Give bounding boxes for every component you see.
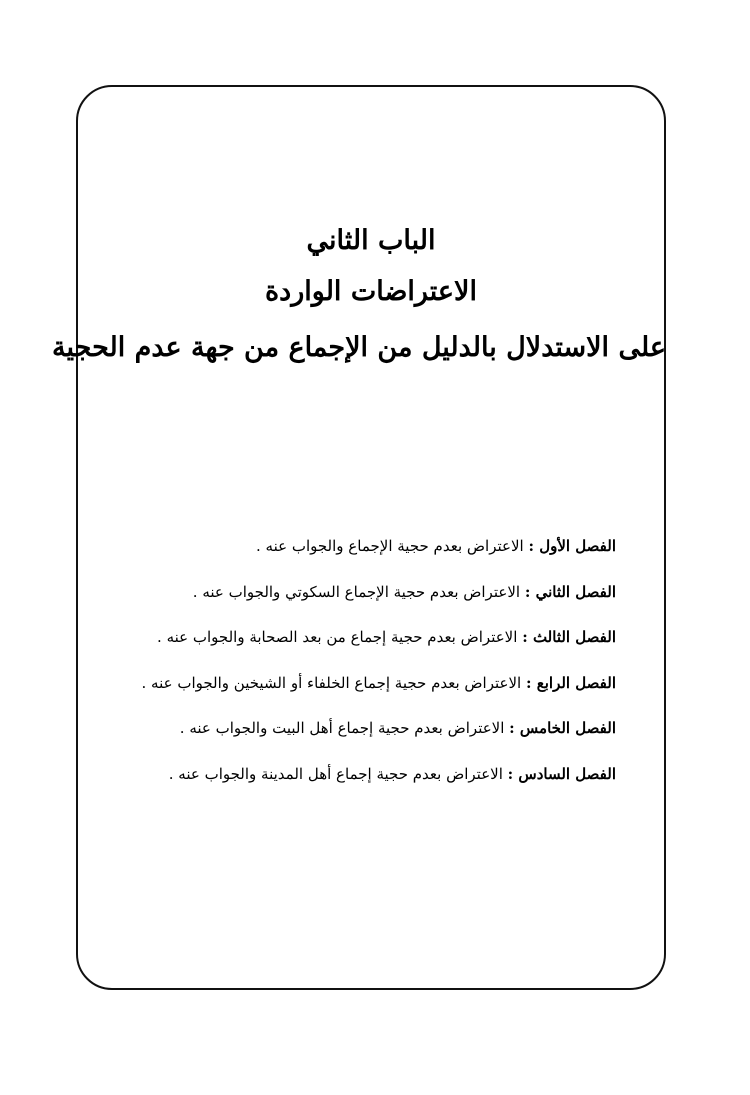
chapter-text: الاعتراض بعدم حجية إجماع الخلفاء أو الشيخين والجواب عنه . [141,673,526,692]
chapter-item-6 [96,752,616,798]
chapter-item-5 [96,706,616,752]
part-label: الباب الثاني [306,225,436,256]
chapter-item-3 [96,615,616,661]
chapter-label: الفصل الرابع : [525,673,616,692]
chapter-list [96,524,616,797]
chapter-label: الفصل الثالث : [522,628,616,646]
part-heading [52,218,666,376]
part-title: الاعتراضات الواردة [265,276,477,307]
chapter-label: الفصل الأول : [528,537,616,555]
chapter-item-4 [96,661,616,707]
chapter-text: الاعتراض بعدم حجية إجماع أهل المدينة والجواب عنه . [168,764,508,783]
chapter-text: الاعتراض بعدم حجية الإجماع والجواب عنه . [256,537,529,555]
chapter-item-1 [96,524,616,570]
chapter-label: الفصل السادس : [507,764,616,783]
chapter-label: الفصل الثاني : [524,582,616,601]
chapter-item-2 [96,570,616,616]
part-subtitle: على الاستدلال بالدليل من الإجماع من جهة عدم الحجية [52,332,666,363]
chapter-text: الاعتراض بعدم حجية إجماع من بعد الصحابة والجواب عنه . [157,628,523,646]
chapter-text: الاعتراض بعدم حجية الإجماع السكوتي والجواب عنه . [192,582,525,601]
chapter-label: الفصل الخامس : [509,719,616,737]
chapter-text: الاعتراض بعدم حجية إجماع أهل البيت والجواب عنه . [179,719,510,737]
